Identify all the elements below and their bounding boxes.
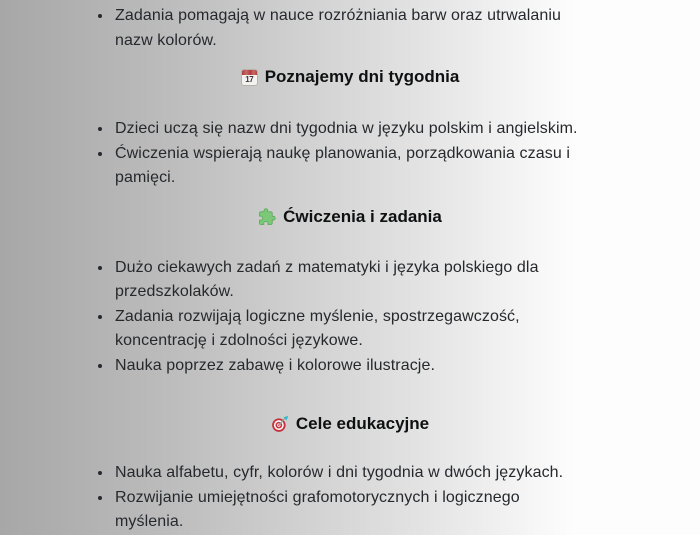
section-title: Poznajemy dni tygodnia [264, 67, 460, 86]
list-item: • Nauka alfabetu, cyfr, kolorów i dni tygodnia w dwóch językach. [113, 461, 583, 486]
list-item: • Ćwiczenia wspierają naukę planowania, porządkowania czasu i pamięci. [113, 142, 583, 191]
calendar-icon [241, 69, 258, 86]
tasks-bullet-list [85, 256, 583, 379]
intro-bullet-list [85, 4, 583, 53]
puzzle-icon [258, 208, 276, 226]
calendar-icon-day: 17 [245, 74, 254, 84]
list-item: • Dużo ciekawych zadań z matematyki i języka polskiego dla przedszkolaków. [113, 256, 583, 305]
document-body [85, 0, 615, 535]
section-heading-tasks [85, 206, 615, 228]
list-item: • Dzieci uczą się nazw dni tygodnia w języku polskim i angielskim. [113, 117, 583, 142]
section-title: Cele edukacyjne [295, 414, 430, 433]
section-heading-days [85, 66, 615, 88]
goals-bullet-list [85, 461, 583, 535]
list-item: • Nauka poprzez zabawę i kolorowe ilustracje. [113, 354, 583, 379]
list-item: • Rozwijanie umiejętności grafomotorycznych i logicznego myślenia. [113, 486, 583, 535]
list-item: • Zadania rozwijają logiczne myślenie, spostrzegawczość, koncentrację i zdolności językowe. [113, 305, 583, 354]
days-bullet-list [85, 117, 583, 191]
section-heading-goals [85, 413, 615, 435]
section-title: Ćwiczenia i zadania [283, 206, 442, 226]
target-icon [271, 415, 289, 433]
list-item: • Zadania pomagają w nauce rozróżniania barw oraz utrwalaniu nazw kolorów. [113, 4, 583, 53]
